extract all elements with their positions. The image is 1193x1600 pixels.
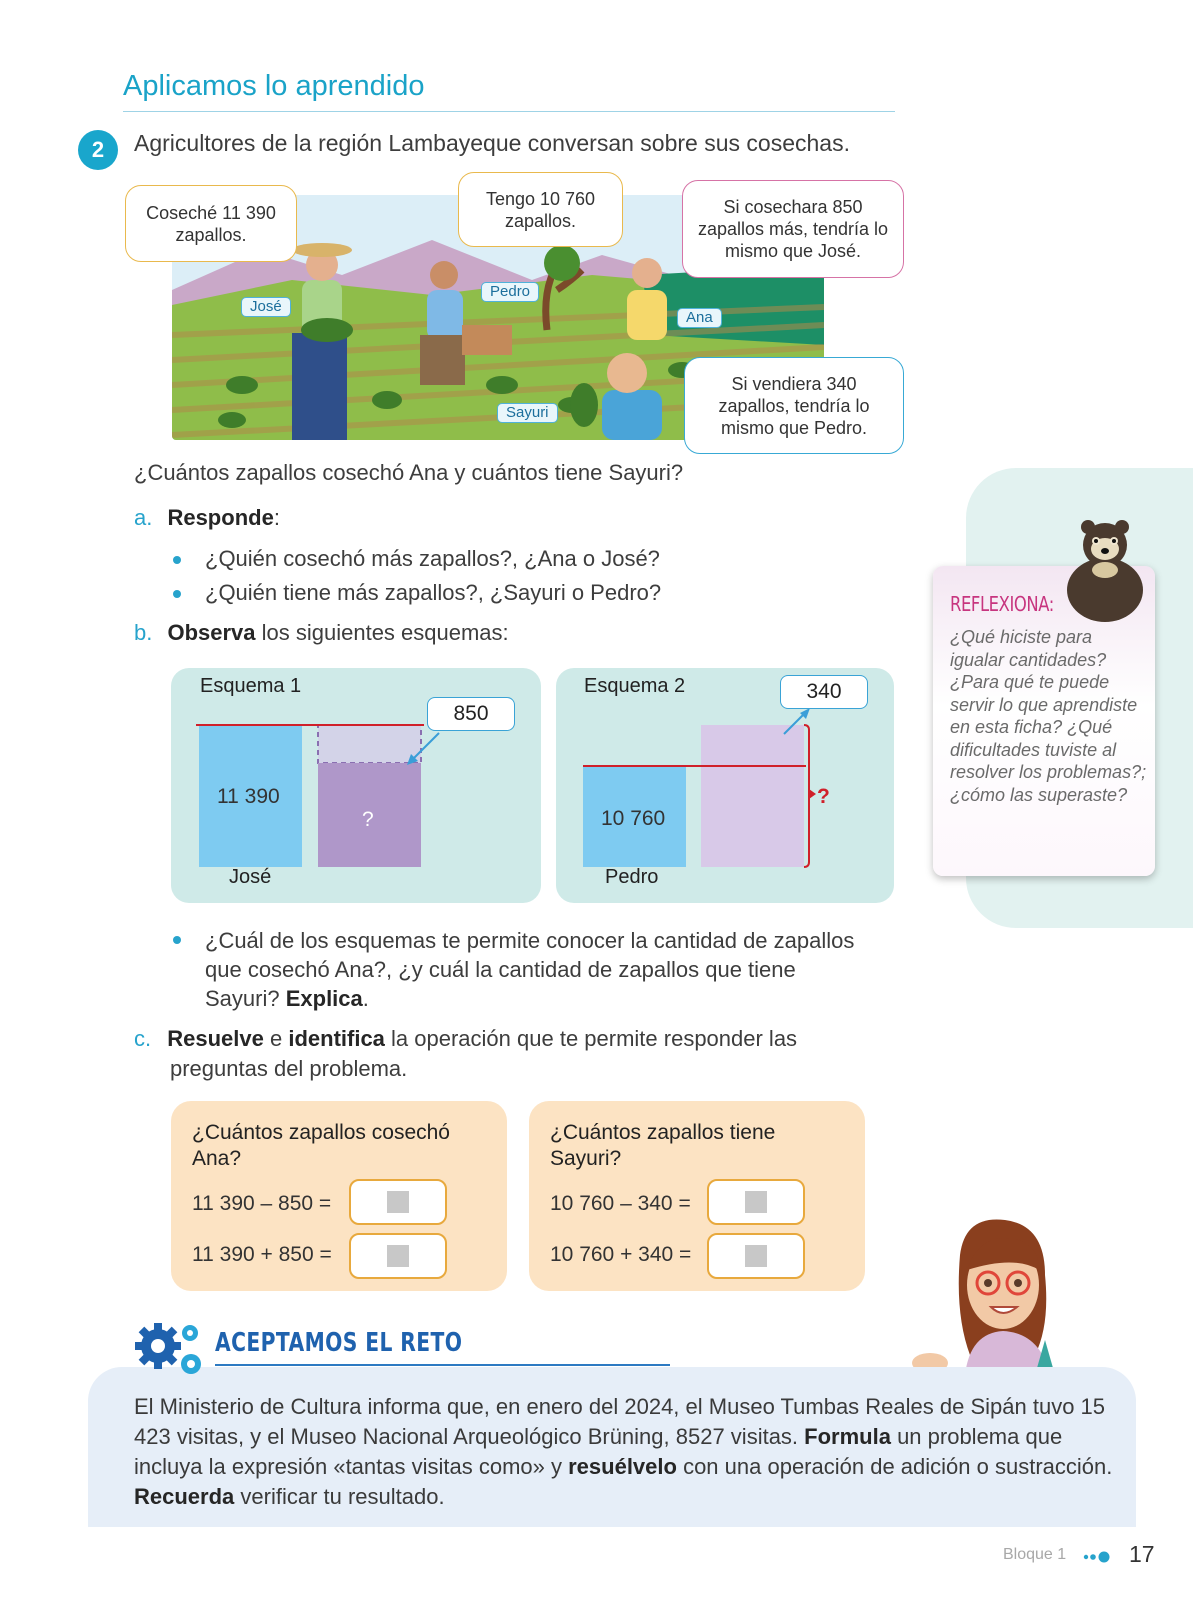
scheme-2-unknown: ? xyxy=(817,785,830,808)
part-c-heading xyxy=(134,1024,797,1084)
challenge-bold-solve: resuélvelo xyxy=(568,1454,677,1479)
question-box-sayuri-title-line-2: Sayuri? xyxy=(550,1147,622,1170)
scheme-1-unknown: ? xyxy=(362,808,374,831)
challenge-title: ACEPTAMOS EL RETO xyxy=(215,1328,463,1358)
footer-block-label: Bloque 1 xyxy=(1003,1546,1067,1563)
part-c-verb-2: identifica xyxy=(288,1026,385,1051)
challenge-text-3: con una operación de adición o sustracción. xyxy=(676,1454,1113,1479)
challenge-bold-remember: Recuerda xyxy=(134,1484,235,1509)
part-b-rest: los siguientes esquemas: xyxy=(255,620,509,645)
answer-box-ana-subtract[interactable] xyxy=(349,1179,447,1225)
challenge-text-2: un problema que incluya la expresión «tantas visitas como» y xyxy=(134,1424,1063,1479)
question-box-ana-title-line-1: ¿Cuántos zapallos cosechó xyxy=(192,1121,450,1144)
scheme-2-col-label: Pedro xyxy=(605,866,659,888)
equation-sayuri-subtract: 10 760 – 340 = xyxy=(550,1192,691,1215)
problem-number-badge: 2 xyxy=(78,130,118,170)
tag-ana: Ana xyxy=(677,308,722,328)
part-c-rest: la operación que te permite responder las xyxy=(384,1026,798,1051)
question-box-sayuri-title xyxy=(550,1120,775,1172)
part-b-bullet-line-3: Sayuri? xyxy=(205,986,286,1011)
answer-placeholder xyxy=(387,1245,409,1267)
bear-icon xyxy=(1050,515,1160,625)
scheme-1-col-label: José xyxy=(229,866,272,888)
section-divider xyxy=(123,111,895,112)
challenge-text-1: El Ministerio de Cultura informa que, en enero del 2024, el Museo Tumbas Reales de Sipán tuvo 15 423 visitas, y el Museo Nacional Arqueológico Brüning, 8527 visitas. xyxy=(134,1394,1106,1449)
part-a-rest: : xyxy=(273,505,280,530)
tag-pedro: Pedro xyxy=(481,282,539,302)
question-box-sayuri-title-line-1: ¿Cuántos zapallos tiene xyxy=(550,1121,776,1144)
scheme-1-diff-box: 850 xyxy=(427,697,515,731)
scheme-2-diff-box: 340 xyxy=(780,675,868,709)
gears-icon xyxy=(133,1320,208,1380)
part-b-heading xyxy=(134,620,509,646)
part-b-bullet xyxy=(205,926,854,1013)
part-b-bullet-line-1: ¿Cuál de los esquemas te permite conocer la cantidad de zapallos xyxy=(205,928,855,953)
part-c-verb-1: Resuelve xyxy=(167,1026,264,1051)
page-number: 17 xyxy=(1129,1541,1155,1567)
part-c-line-2: preguntas del problema. xyxy=(170,1056,408,1081)
answer-placeholder xyxy=(745,1191,767,1213)
speech-bubble-sayuri: Si vendiera 340 zapallos, tendría lo mismo que Pedro. xyxy=(684,357,904,454)
equation-ana-add: 11 390 + 850 = xyxy=(192,1243,332,1266)
answer-box-sayuri-add[interactable] xyxy=(707,1233,805,1279)
bullet-dot xyxy=(173,936,181,944)
bracket xyxy=(804,725,809,867)
tag-jose: José xyxy=(241,297,291,317)
reflection-title: REFLEXIONA: xyxy=(950,592,1054,616)
part-a-heading xyxy=(134,505,280,531)
speech-bubble-pedro: Tengo 10 760 zapallos. xyxy=(458,172,623,247)
question-box-ana-title-line-2: Ana? xyxy=(192,1147,242,1170)
footer-dots-icon xyxy=(1083,1551,1113,1563)
reflection-text: ¿Qué hiciste para igualar cantidades? ¿Para qué te puede servir lo que aprendiste en esta ficha? ¿Qué dificultades tuviste al resolver los problemas?; ¿cómo las superaste? xyxy=(950,627,1147,805)
answer-placeholder xyxy=(387,1191,409,1213)
speech-bubble-ana: Si cosechara 850 zapallos más, tendría lo mismo que José. xyxy=(682,180,904,278)
equation-ana-subtract: 11 390 – 850 = xyxy=(192,1192,332,1215)
part-b-verb: Observa xyxy=(167,620,256,645)
bullet-dot xyxy=(173,590,181,598)
part-a-letter: a. xyxy=(134,505,153,530)
bar-dashed-extra xyxy=(318,725,421,763)
part-c-mid: e xyxy=(263,1026,289,1051)
speech-bubble-jose: Coseché 11 390 zapallos. xyxy=(125,185,297,262)
equation-sayuri-add: 10 760 + 340 = xyxy=(550,1243,692,1266)
tag-sayuri: Sayuri xyxy=(497,403,558,423)
scheme-1-title: Esquema 1 xyxy=(200,675,302,697)
bracket-tick xyxy=(809,789,816,799)
question-box-ana-title xyxy=(192,1120,450,1172)
part-a-bullet-1: ¿Quién cosechó más zapallos?, ¿Ana o José? xyxy=(205,546,660,571)
bar-sayuri xyxy=(701,725,804,867)
challenge-bold-formula: Formula xyxy=(804,1424,891,1449)
challenge-text-4: verificar tu resultado. xyxy=(234,1484,445,1509)
part-b-bullet-bold: Explica xyxy=(285,986,363,1011)
scheme-2-title: Esquema 2 xyxy=(584,675,686,697)
part-b-letter: b. xyxy=(134,620,153,645)
challenge-title-underline xyxy=(215,1364,670,1366)
challenge-text xyxy=(134,1392,1124,1512)
main-question: ¿Cuántos zapallos cosechó Ana y cuántos tiene Sayuri? xyxy=(134,460,684,485)
answer-box-sayuri-subtract[interactable] xyxy=(707,1179,805,1225)
scheme-2-bar-value: 10 760 xyxy=(601,807,666,830)
scheme-1-bar-value: 11 390 xyxy=(217,785,280,808)
part-a-verb: Responde xyxy=(167,505,274,530)
part-a-bullet-2: ¿Quién tiene más zapallos?, ¿Sayuri o Pedro? xyxy=(205,580,662,605)
answer-placeholder xyxy=(745,1245,767,1267)
answer-box-ana-add[interactable] xyxy=(349,1233,447,1279)
part-c-letter: c. xyxy=(134,1026,152,1051)
problem-intro: Agricultores de la región Lambayeque conversan sobre sus cosechas. xyxy=(134,130,850,156)
part-b-bullet-end: . xyxy=(362,986,369,1011)
bullet-dot xyxy=(173,556,181,564)
part-b-bullet-line-2: que cosechó Ana?, ¿y cuál la cantidad de zapallos que tiene xyxy=(205,957,796,982)
section-title: Aplicamos lo aprendido xyxy=(123,70,425,102)
teacher-illustration xyxy=(905,1215,1075,1375)
